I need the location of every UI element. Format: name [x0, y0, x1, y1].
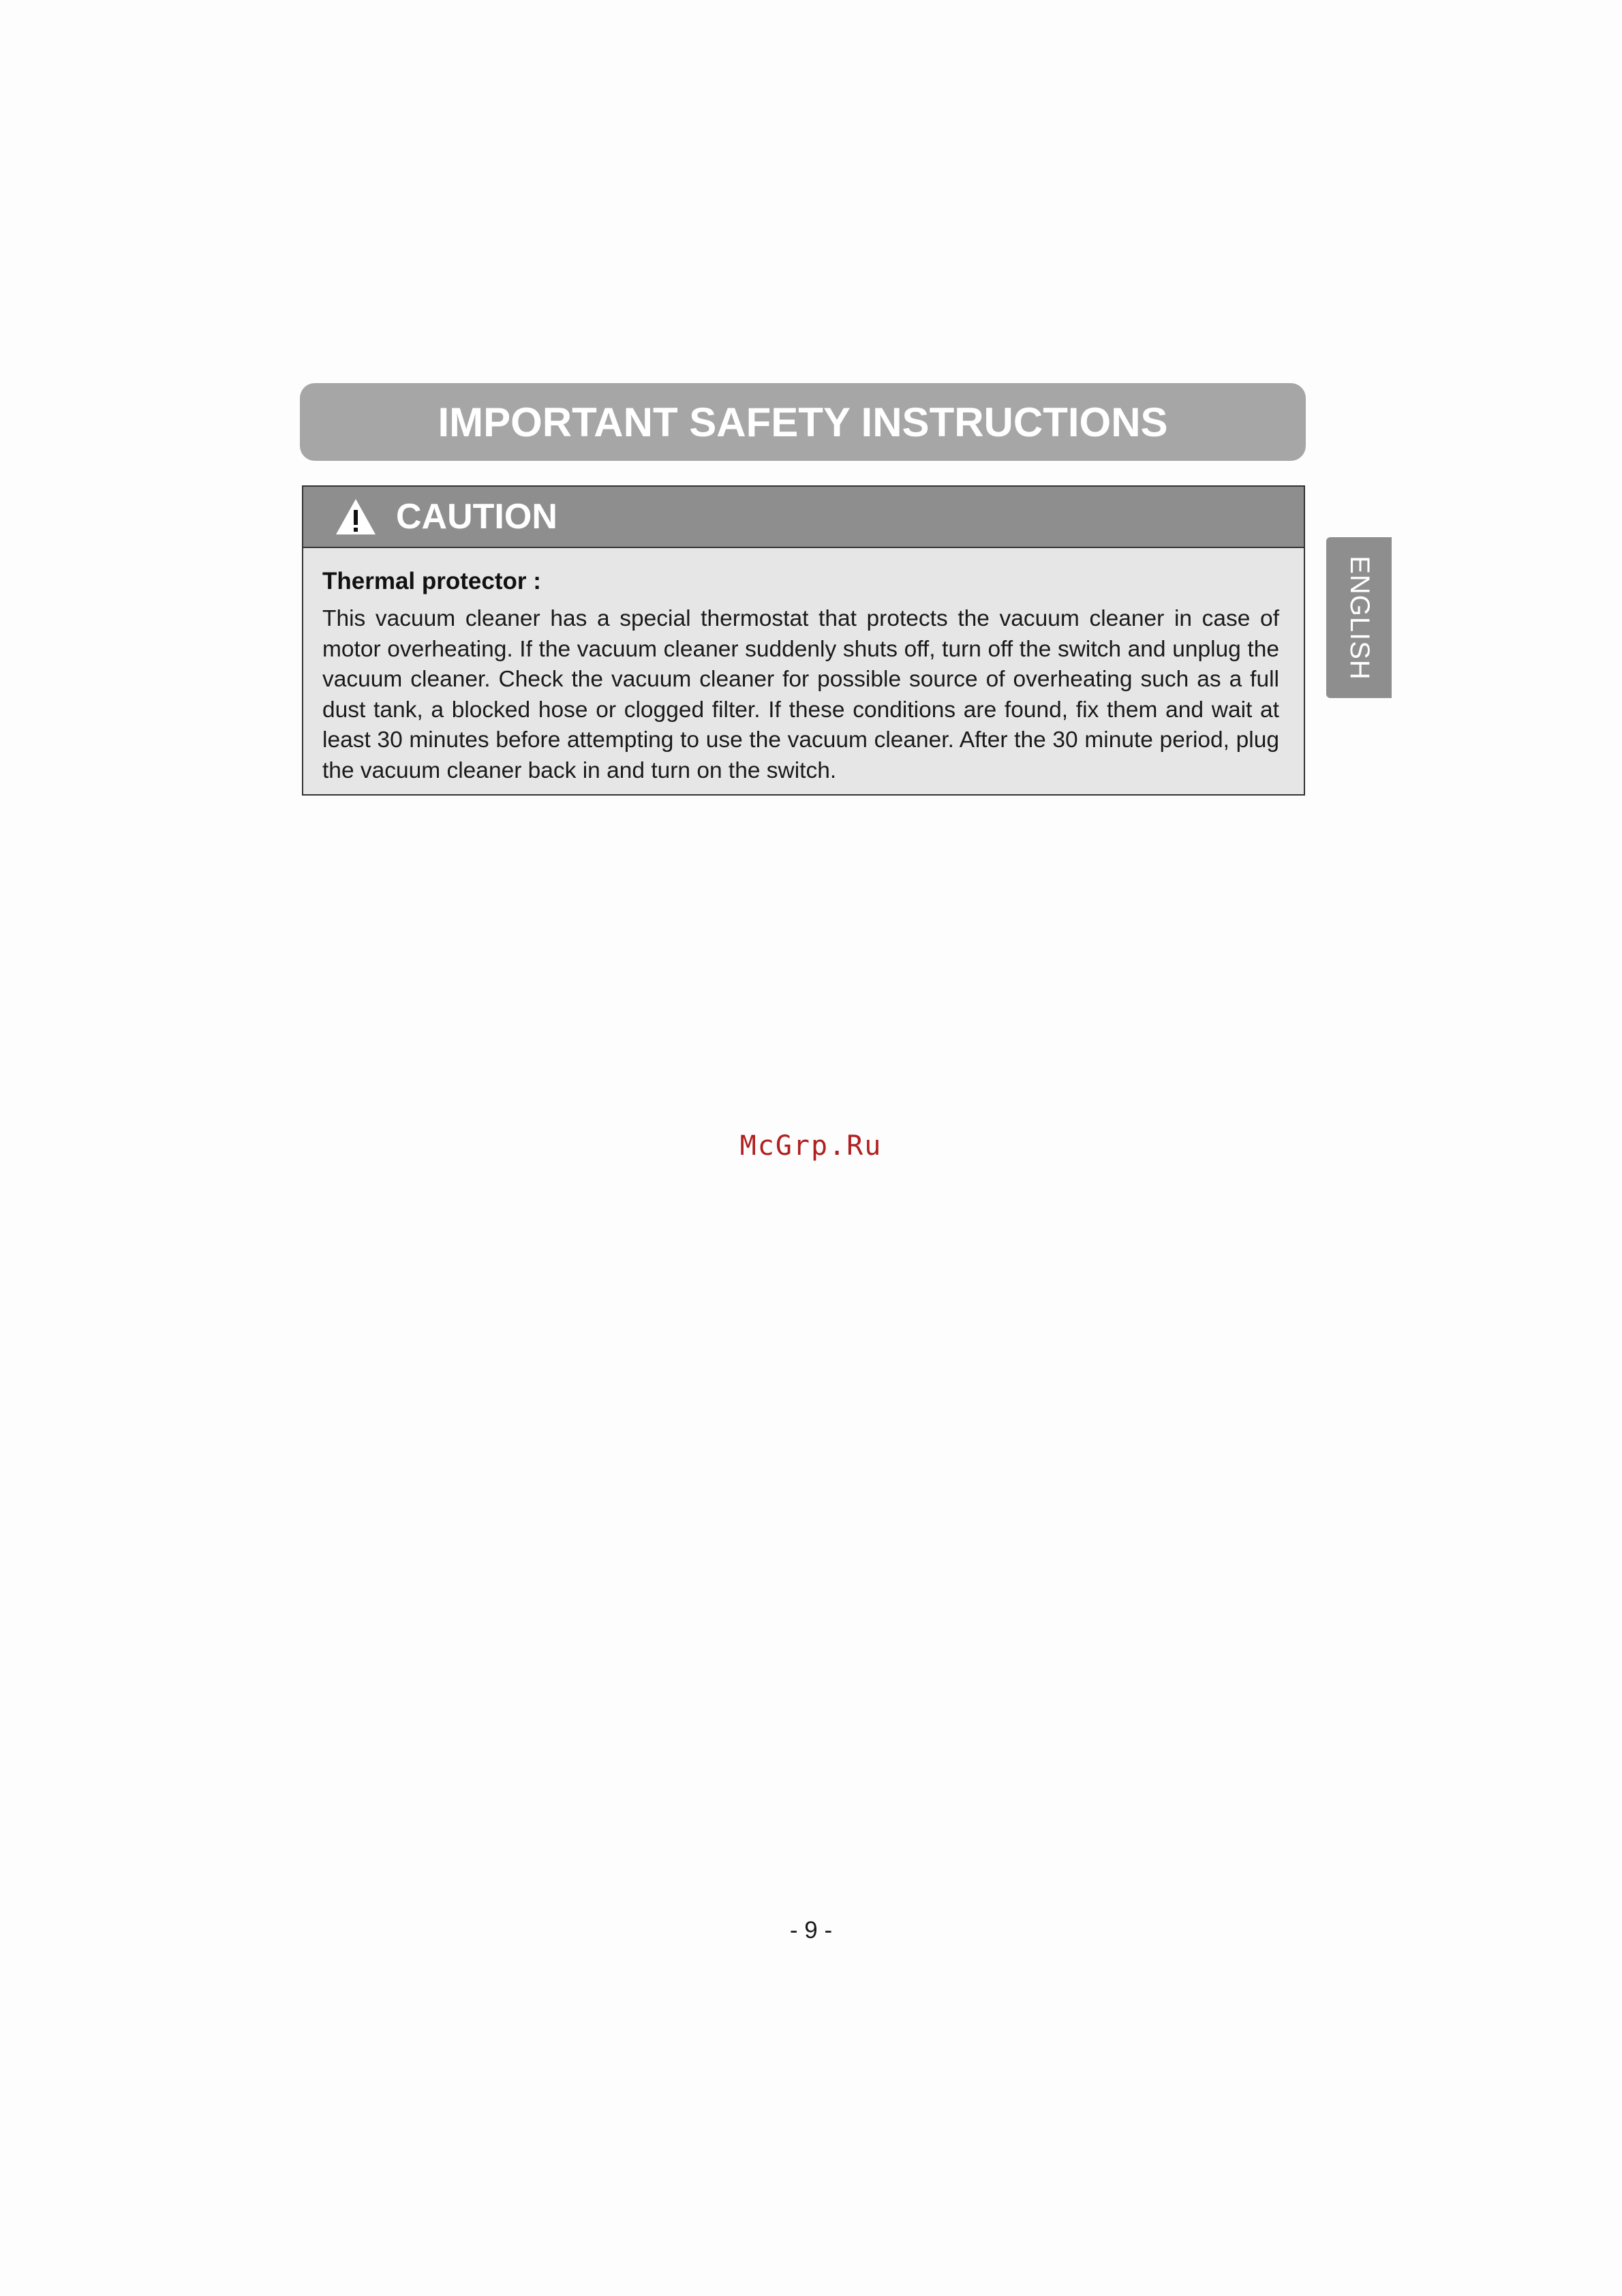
caution-paragraph: This vacuum cleaner has a special thermostat that protects the vacuum cleaner in case of motor overheating. If the vacuum cleaner suddenly shuts off, turn off the switch and unplug the vacuum cleaner. Check the vacuum cleaner for possible source of overheating such as a full dust tank, a blocked hose or clogged filter. If these conditions are found, fix them and wait at least 30 minutes before attempting to use the vacuum cleaner. After the 30 minute period, plug the vacuum cleaner back in and turn on the switch. — [322, 606, 1279, 783]
watermark: McGrp.Ru — [739, 1130, 883, 1162]
caution-subheading: Thermal protector : — [322, 568, 541, 594]
caution-label: CAUTION — [396, 497, 557, 537]
warning-triangle-icon — [335, 498, 377, 536]
caution-header — [303, 487, 1304, 548]
section-title: IMPORTANT SAFETY INSTRUCTIONS — [438, 399, 1168, 445]
language-tab — [1326, 537, 1392, 698]
caution-box — [302, 485, 1305, 796]
section-title-banner — [300, 383, 1306, 461]
language-tab-label: ENGLISH — [1344, 555, 1375, 680]
page-number: - 9 - — [789, 1917, 833, 1944]
caution-body — [303, 548, 1304, 786]
